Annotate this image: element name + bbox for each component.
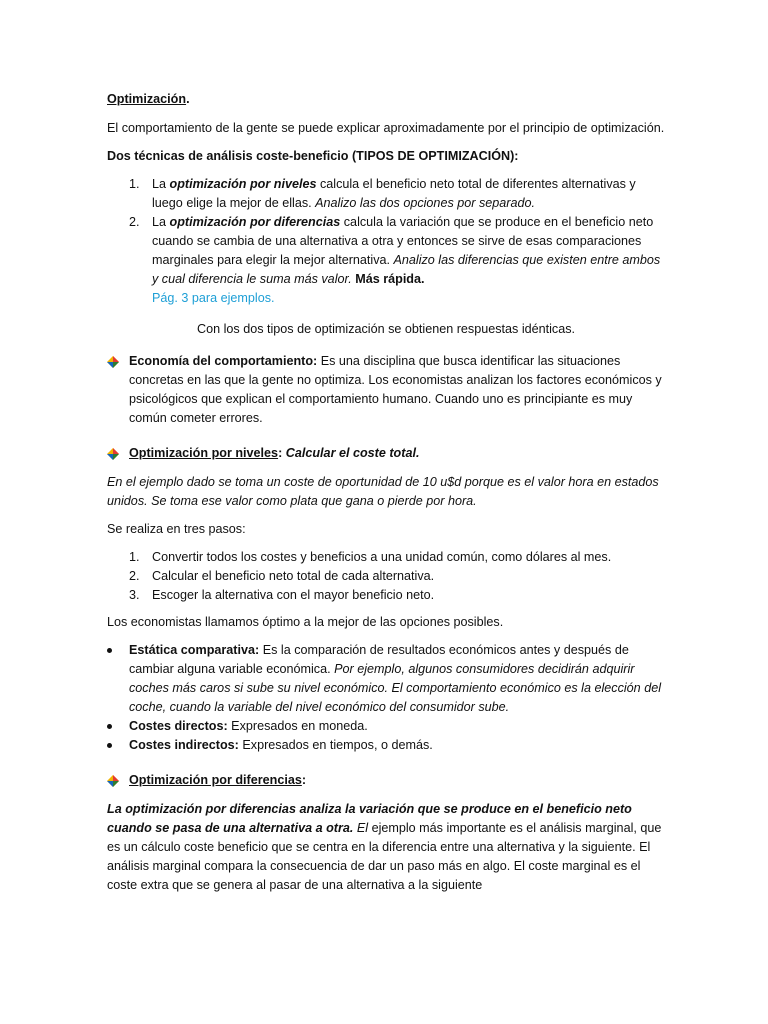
niveles-label: Optimización por niveles bbox=[129, 446, 279, 460]
diferencias-text: ejemplo más importante es el análisis marginal, que es un cálculo coste beneficio que se centra en la diferencia entre una alternativa y la siguiente. El análisis marginal compara la consecuencia de dar un paso más en algo. El coste marginal es el coste extra que se genera al pasar de una alternativa a la siguiente bbox=[107, 821, 662, 892]
identicas-note: Con los dos tipos de optimización se obtienen respuestas idénticas. bbox=[197, 322, 576, 336]
bullet-note: Por ejemplo, algunos consumidores decidirán adquirir coches más caros si sube su nivel económico. El comportamiento económico es la elección del coche, cuando la variable del nivel económico del consumidor sube. bbox=[129, 662, 661, 714]
document-page bbox=[107, 90, 667, 904]
paso-item bbox=[107, 567, 667, 586]
diferencias-el: El bbox=[353, 821, 369, 835]
bullet-text: Es la comparación de resultados económicos antes y después de cambiar alguna variable económica. bbox=[129, 643, 629, 676]
tecnica-text: calcula la variación que se produce en el beneficio neto cuando se cambia de una alternativa a otra y entonces se sirve de esas comparaciones marginales para elegir la mejor alternativa. bbox=[152, 215, 654, 267]
bullet-text: Expresados en tiempos, o demás. bbox=[238, 738, 433, 752]
tecnica-note: Analizo las dos opciones por separado. bbox=[315, 196, 535, 210]
list-number: 2. bbox=[129, 569, 140, 583]
tecnica-text: calcula el beneficio neto total de diferentes alternativas y luego elige la mejor de ellas. bbox=[152, 177, 636, 210]
bullet-label: Estática comparativa: bbox=[129, 643, 260, 657]
diamond-bullet-icon bbox=[107, 775, 119, 787]
mas-rapida-label: Más rápida. bbox=[351, 272, 425, 286]
title-text: Optimización bbox=[107, 92, 187, 106]
page-title bbox=[107, 90, 667, 109]
list-number: 2. bbox=[129, 215, 140, 229]
tecnicas-list bbox=[107, 175, 667, 308]
list-item bbox=[107, 736, 667, 755]
list-number: 1. bbox=[129, 177, 140, 191]
niveles-colon: : bbox=[278, 446, 286, 460]
bullet-label: Costes directos: bbox=[129, 719, 228, 733]
diferencias-heading bbox=[107, 771, 667, 790]
tecnica-item-2 bbox=[107, 213, 667, 308]
tecnica-pre: La bbox=[152, 177, 170, 191]
tecnica-note: Analizo las diferencias que existen entre ambos y cual diferencia le suma más valor. bbox=[152, 253, 661, 286]
tecnica-pre: La bbox=[152, 215, 170, 229]
niveles-heading bbox=[107, 444, 667, 463]
bullet-list bbox=[107, 641, 667, 755]
diferencias-paragraph bbox=[107, 800, 667, 895]
paso-item bbox=[107, 548, 667, 567]
niveles-subtitle: Calcular el coste total. bbox=[285, 446, 420, 460]
diferencias-lead: La optimización por diferencias analiza la variación que se produce en el beneficio neto cuando se pasa de una alternativa a otra. bbox=[107, 802, 632, 835]
economia-label: Economía del comportamiento: bbox=[129, 354, 318, 368]
diamond-bullet-icon bbox=[107, 448, 119, 460]
paso-item bbox=[107, 586, 667, 605]
pasos-list bbox=[107, 548, 667, 605]
niveles-ejemplo: En el ejemplo dado se toma un coste de oportunidad de 10 u$d porque es el valor hora en estados unidos. Se toma ese valor como plata que gana o pierde por hora. bbox=[107, 475, 659, 508]
list-item bbox=[107, 641, 667, 717]
disc-bullet-icon bbox=[107, 743, 112, 748]
paso-text: Convertir todos los costes y beneficios a una unidad común, como dólares al mes. bbox=[152, 550, 612, 564]
disc-bullet-icon bbox=[107, 724, 112, 729]
title-period: . bbox=[186, 92, 190, 106]
diferencias-label: Optimización por diferencias bbox=[129, 773, 302, 787]
tecnica-term: optimización por niveles bbox=[169, 177, 317, 191]
intro-paragraph: El comportamiento de la gente se puede explicar aproximadamente por el principio de optimización. bbox=[107, 121, 665, 135]
disc-bullet-icon bbox=[107, 648, 112, 653]
diferencias-colon: : bbox=[301, 773, 307, 787]
list-number: 3. bbox=[129, 588, 140, 602]
pasos-intro: Se realiza en tres pasos: bbox=[107, 522, 246, 536]
tecnica-item-1 bbox=[107, 175, 667, 213]
bullet-label: Costes indirectos: bbox=[129, 738, 239, 752]
economia-section bbox=[107, 352, 667, 428]
paso-text: Escoger la alternativa con el mayor beneficio neto. bbox=[152, 588, 435, 602]
ejemplos-link[interactable]: Pág. 3 para ejemplos. bbox=[152, 291, 275, 305]
paso-text: Calcular el beneficio neto total de cada alternativa. bbox=[152, 569, 435, 583]
tecnicas-heading: Dos técnicas de análisis coste-beneficio (TIPOS DE OPTIMIZACIÓN): bbox=[107, 149, 519, 163]
list-number: 1. bbox=[129, 550, 140, 564]
tecnica-term: optimización por diferencias bbox=[169, 215, 341, 229]
list-item bbox=[107, 717, 667, 736]
optimo-paragraph: Los economistas llamamos óptimo a la mejor de las opciones posibles. bbox=[107, 615, 504, 629]
economia-text: Es una disciplina que busca identificar las situaciones concretas en las que la gente no optimiza. Los economistas analizan los factores económicos y psicológicos que explican el comportamiento humano. Cuando uno es principiante es muy común cometer errores. bbox=[129, 354, 662, 425]
bullet-text: Expresados en moneda. bbox=[227, 719, 368, 733]
diamond-bullet-icon bbox=[107, 356, 119, 368]
